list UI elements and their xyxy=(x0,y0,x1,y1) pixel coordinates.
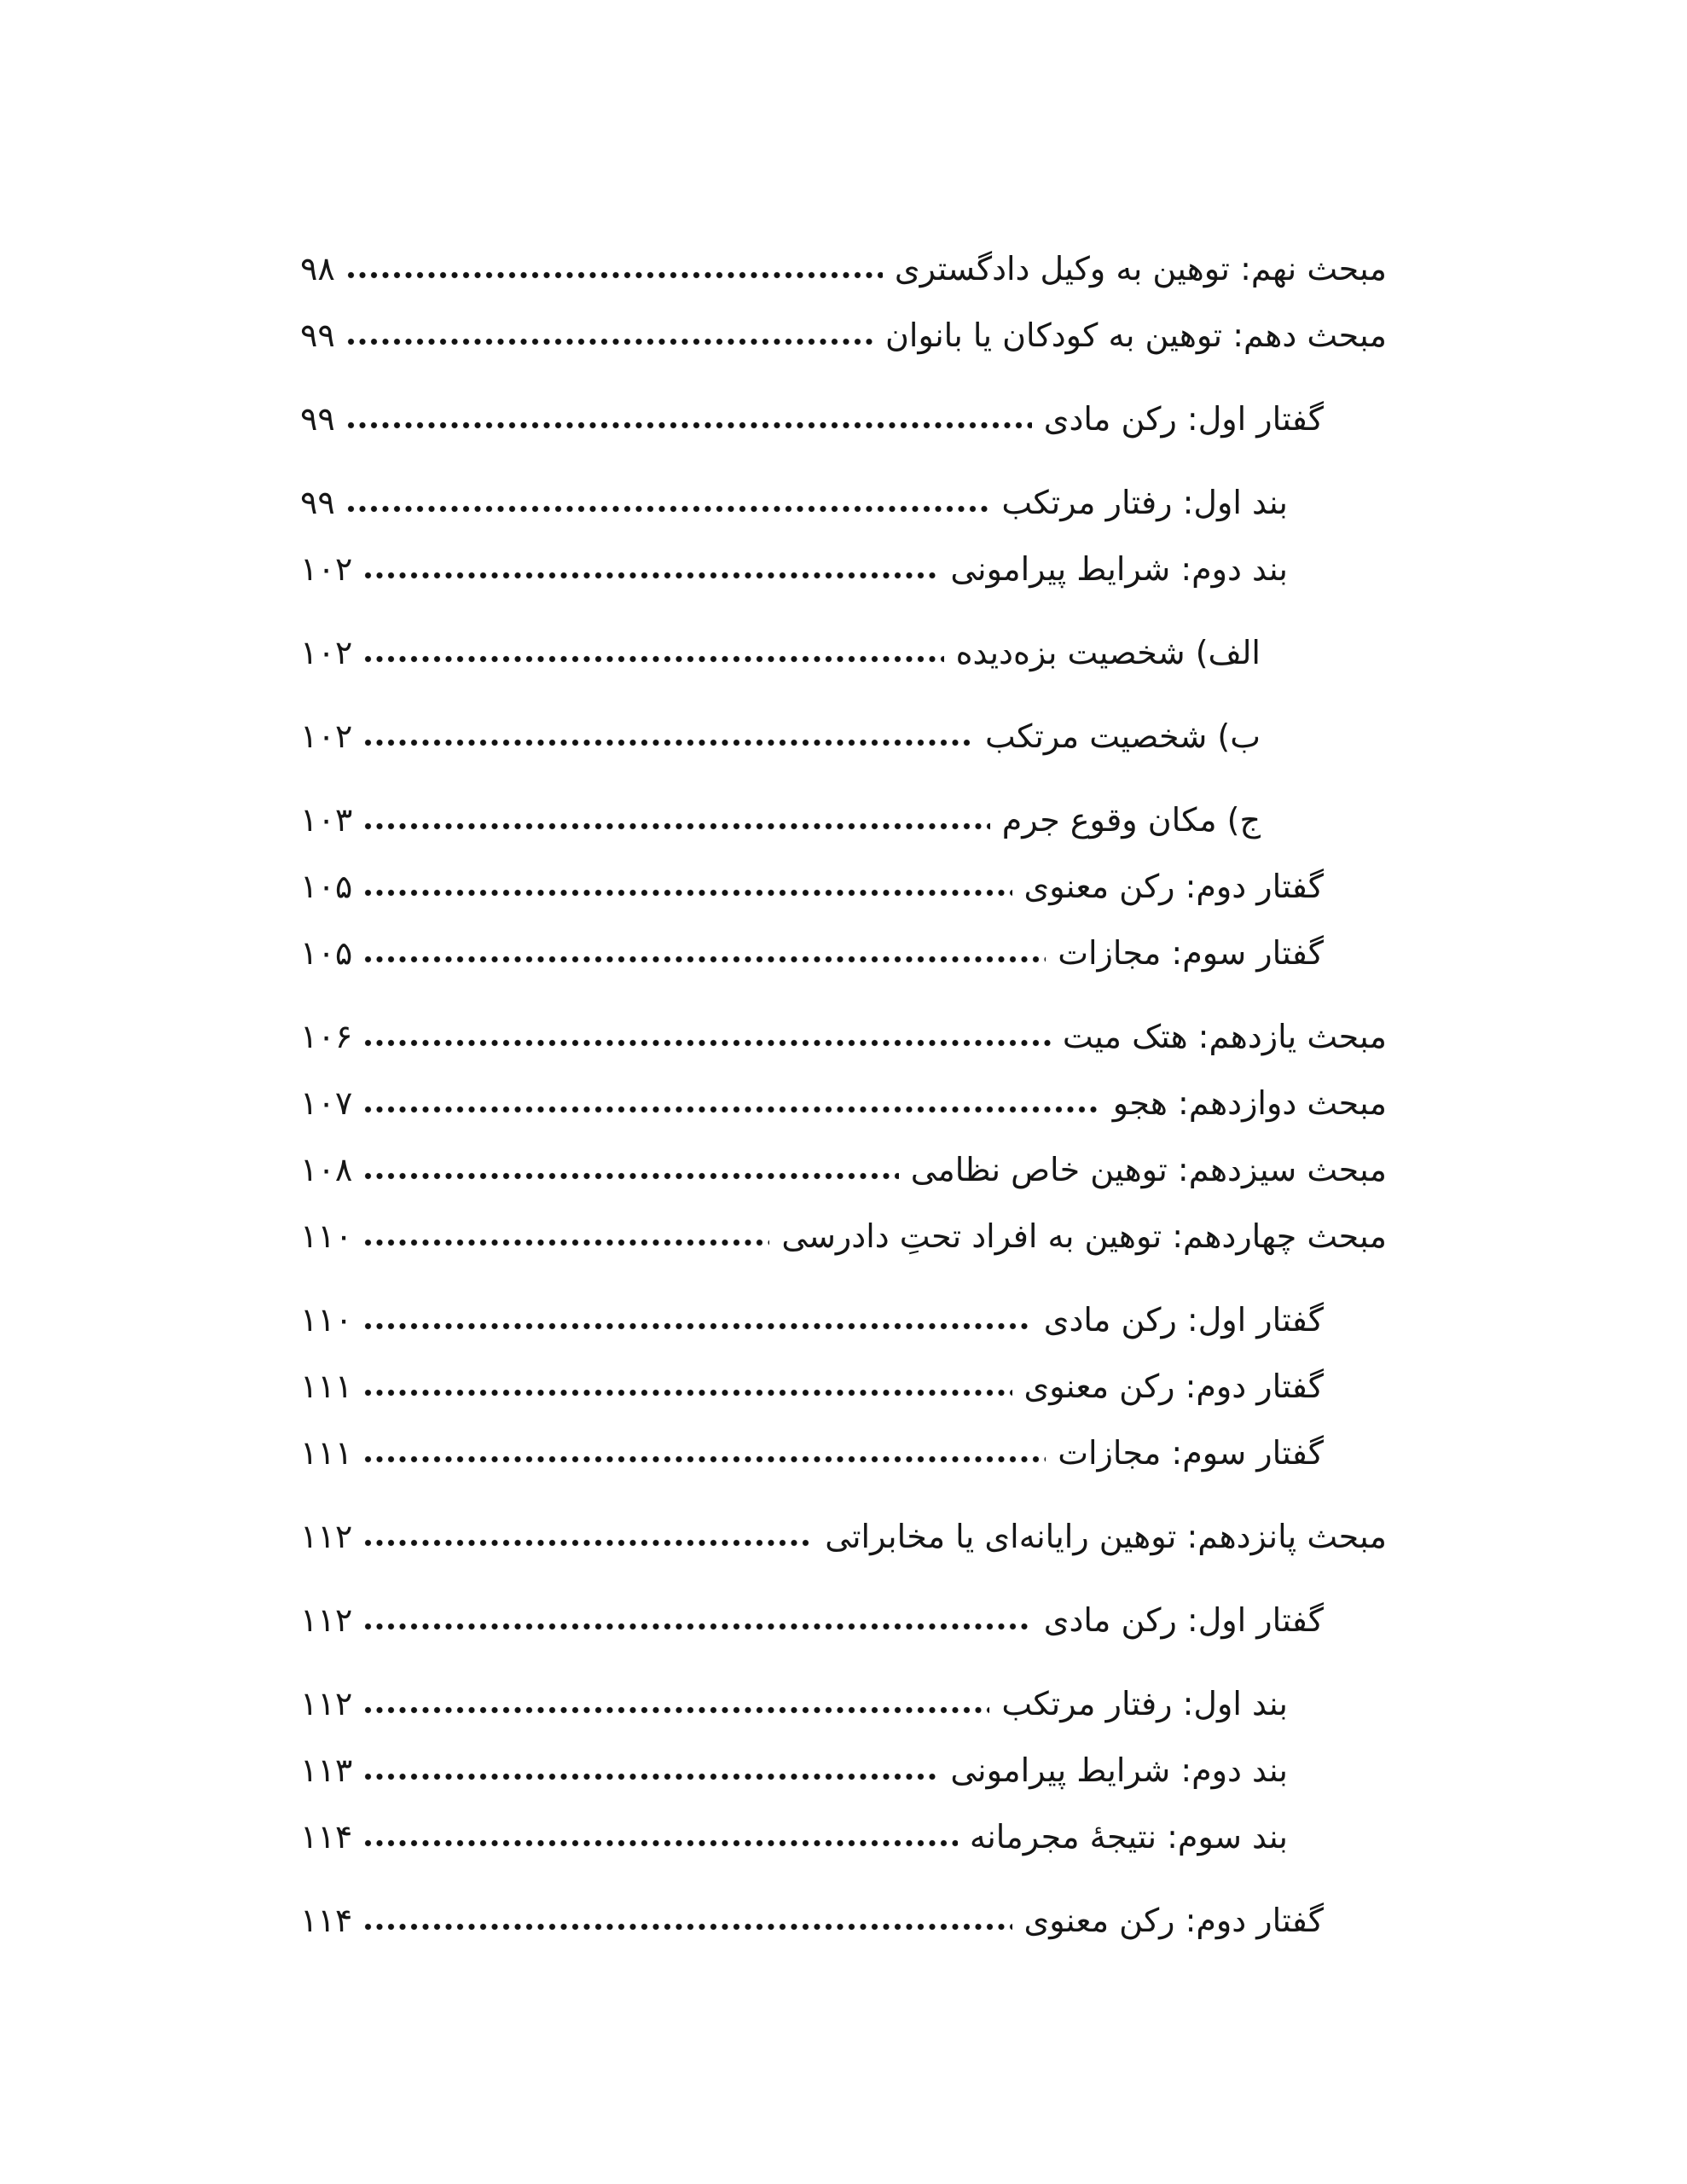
toc-entry-page-number: ۱۰۸ xyxy=(300,1151,353,1188)
toc-entry-page-number: ۱۱۰ xyxy=(300,1217,353,1255)
toc-entry xyxy=(300,1687,1387,1720)
toc-entry-title: گفتار اول: رکن مادی xyxy=(1043,400,1324,438)
toc-entry-title: مبحث پانزدهم: توهین رایانه‌ای یا مخابراتی xyxy=(825,1518,1387,1555)
toc-entry xyxy=(300,870,1387,903)
toc-entry xyxy=(300,486,1387,519)
toc-entry-page-number: ۹۹ xyxy=(300,400,335,438)
toc-entry-page-number: ۱۱۲ xyxy=(300,1601,353,1639)
toc-entry-page-number: ۱۰۲ xyxy=(300,550,353,588)
toc-entry-title: گفتار اول: رکن مادی xyxy=(1043,1601,1324,1639)
dotted-leader xyxy=(364,572,938,579)
toc-entry xyxy=(300,1818,1387,1856)
toc-entry-title: گفتار دوم: رکن معنوی xyxy=(1023,1902,1324,1939)
toc-entry xyxy=(300,934,1387,972)
toc-entry xyxy=(300,1751,1387,1789)
dotted-leader xyxy=(347,421,1032,429)
toc-entry xyxy=(300,1904,1387,1937)
dotted-leader xyxy=(364,822,990,830)
toc-entry-title: گفتار اول: رکن مادی xyxy=(1043,1301,1324,1339)
toc-entry xyxy=(300,1084,1387,1122)
toc-entry-page-number: ۱۰۲ xyxy=(300,717,353,755)
toc-entry-title: مبحث چهاردهم: توهین به افراد تحتِ دادرسی xyxy=(781,1217,1387,1255)
toc-entry-page-number: ۱۱۱ xyxy=(300,1368,353,1405)
toc-entry-title: ب) شخصیت مرتکب xyxy=(984,717,1261,755)
dotted-leader xyxy=(347,338,873,346)
toc-entry-page-number: ۱۱۲ xyxy=(300,1685,353,1722)
toc-entry xyxy=(300,1601,1387,1639)
toc-entry xyxy=(300,1020,1387,1053)
toc-entry-page-number: ۱۱۰ xyxy=(300,1301,353,1339)
toc-entry-page-number: ۹۸ xyxy=(300,250,335,288)
toc-entry-page-number: ۱۰۲ xyxy=(300,634,353,671)
toc-entry xyxy=(300,250,1387,288)
dotted-leader xyxy=(347,271,883,279)
toc-entry xyxy=(300,400,1387,438)
toc-entry-page-number: ۱۰۳ xyxy=(300,801,353,839)
toc-entry-title: بند اول: رفتار مرتکب xyxy=(1001,484,1288,521)
toc-entry-title: گفتار دوم: رکن معنوی xyxy=(1023,1368,1324,1405)
toc-list xyxy=(300,250,1387,1939)
toc-entry xyxy=(300,1217,1387,1255)
dotted-leader xyxy=(364,1039,1051,1047)
dotted-leader xyxy=(364,1839,958,1847)
toc-entry-page-number: ۱۱۴ xyxy=(300,1818,353,1856)
toc-entry-page-number: ۱۰۷ xyxy=(300,1084,353,1122)
toc-entry xyxy=(300,1370,1387,1403)
toc-entry-title: مبحث دوازدهم: هجو xyxy=(1112,1084,1387,1122)
toc-entry-page-number: ۱۱۲ xyxy=(300,1518,353,1555)
toc-entry-page-number: ۱۱۳ xyxy=(300,1751,353,1789)
toc-entry-page-number: ۱۰۶ xyxy=(300,1018,353,1055)
dotted-leader xyxy=(364,1773,938,1780)
toc-entry-title: بند دوم: شرایط پیرامونی xyxy=(950,1751,1288,1789)
toc-entry-title: مبحث نهم: توهین به وکیل دادگستری xyxy=(894,250,1387,288)
toc-entry-title: بند اول: رفتار مرتکب xyxy=(1001,1685,1288,1722)
toc-entry-page-number: ۱۱۱ xyxy=(300,1434,353,1472)
dotted-leader xyxy=(364,1322,1032,1330)
toc-entry xyxy=(300,636,1387,669)
toc-entry-title: الف) شخصیت بزه‌دیده xyxy=(955,634,1261,671)
table-of-contents xyxy=(300,250,1387,1939)
toc-entry-title: بند سوم: نتیجهٔ مجرمانه xyxy=(969,1818,1288,1856)
toc-entry xyxy=(300,801,1387,839)
toc-entry xyxy=(300,1520,1387,1553)
toc-entry-page-number: ۱۱۴ xyxy=(300,1902,353,1939)
toc-entry xyxy=(300,1301,1387,1339)
toc-entry-page-number: ۱۰۵ xyxy=(300,868,353,905)
dotted-leader xyxy=(364,1539,813,1547)
toc-entry xyxy=(300,550,1387,588)
dotted-leader xyxy=(364,956,1046,963)
toc-entry-title: گفتار دوم: رکن معنوی xyxy=(1023,868,1324,905)
toc-entry-page-number: ۹۹ xyxy=(300,317,335,354)
dotted-leader xyxy=(364,1706,989,1714)
toc-entry-title: مبحث سیزدهم: توهین خاص نظامی xyxy=(910,1151,1387,1188)
toc-entry-title: مبحث یازدهم: هتک میت xyxy=(1062,1018,1387,1055)
toc-entry-title: مبحث دهم: توهین به کودکان یا بانوان xyxy=(885,317,1387,354)
toc-entry xyxy=(300,317,1387,354)
toc-entry-title: گفتار سوم: مجازات xyxy=(1058,1434,1324,1472)
toc-entry-page-number: ۱۰۵ xyxy=(300,934,353,972)
dotted-leader xyxy=(364,655,943,663)
dotted-leader xyxy=(364,1623,1032,1630)
dotted-leader xyxy=(364,1923,1012,1931)
toc-entry xyxy=(300,1434,1387,1472)
toc-entry-title: بند دوم: شرایط پیرامونی xyxy=(950,550,1288,588)
dotted-leader xyxy=(347,505,990,513)
dotted-leader xyxy=(364,889,1012,897)
dotted-leader xyxy=(364,1389,1012,1397)
dotted-leader xyxy=(364,1455,1046,1463)
dotted-leader xyxy=(364,1106,1101,1113)
toc-entry-title: ج) مکان وقوع جرم xyxy=(1001,801,1261,839)
dotted-leader xyxy=(364,1239,769,1246)
toc-entry xyxy=(300,1153,1387,1186)
toc-entry-title: گفتار سوم: مجازات xyxy=(1058,934,1324,972)
dotted-leader xyxy=(364,1172,898,1180)
toc-entry-page-number: ۹۹ xyxy=(300,484,335,521)
toc-entry xyxy=(300,717,1387,755)
dotted-leader xyxy=(364,739,973,746)
